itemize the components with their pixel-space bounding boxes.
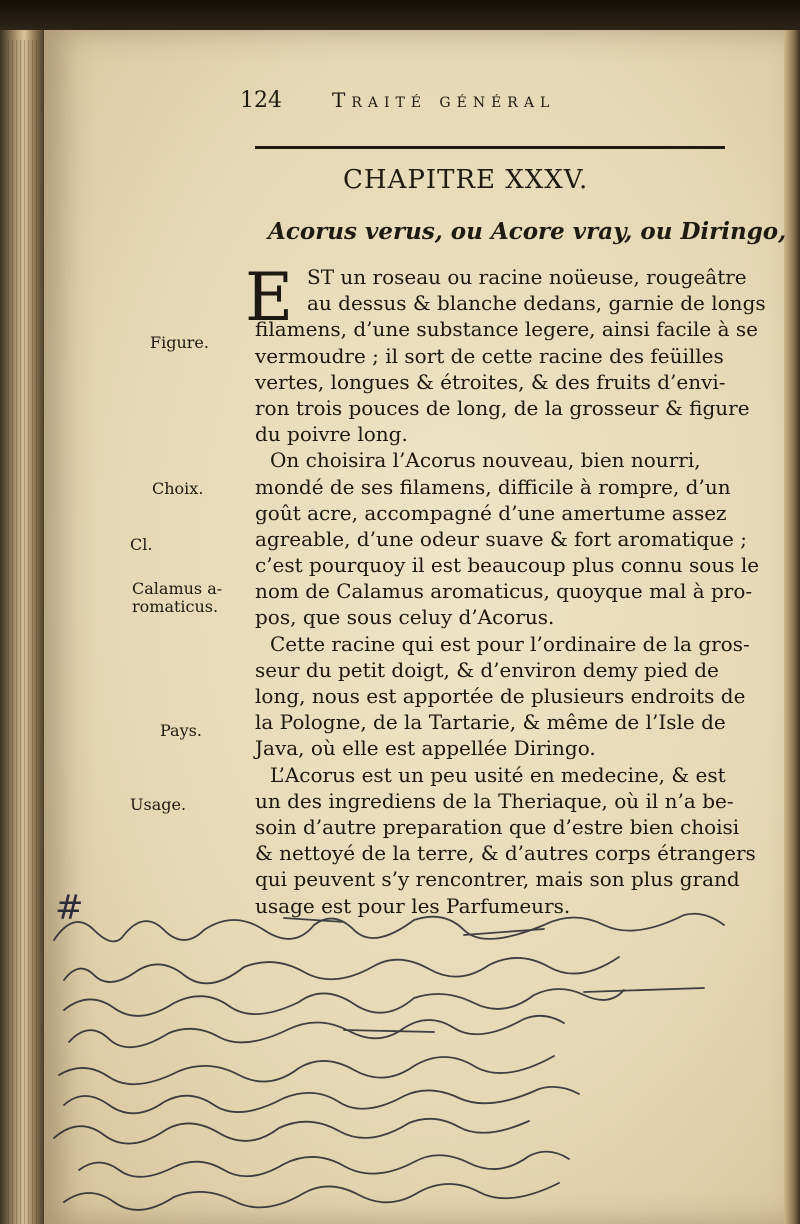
drop-capital: E [245,259,294,336]
running-head [240,88,640,124]
text-line: pos, que sous celuy d’Acorus. [255,605,555,630]
text-line: un des ingrediens de la Theriaque, où il n’a be- [255,788,734,813]
margin-note-cl: Cl. [130,535,153,554]
body-text [245,259,766,919]
text-line: filamens, d’une substance legere, ainsi facile à se [255,317,758,342]
text-line: nom de Calamus aromaticus, quoyque mal à pro- [255,579,753,604]
margin-note-pays: Pays. [160,721,202,740]
margin-note-usage: Usage. [130,795,187,814]
margin-note-calamus-2: romaticus. [132,597,219,616]
text-line: L’Acorus est un peu usité en medecine, & est [270,762,726,787]
text-line: du poivre long. [255,422,408,447]
book-right-edge [784,30,800,1224]
text-line: long, nous est apportée de plusieurs endroits de [255,684,746,708]
page-number: 124 [240,88,282,113]
text-line: vertes, longues & étroites, & des fruits d’envi- [255,369,726,394]
text-line: seur du petit doigt, & d’environ demy pied de [255,657,719,682]
chapter-subtitle: Acorus verus, ou Acore vray, ou Diringo, [268,218,787,245]
margin-note-figure: Figure. [150,333,209,352]
header-rule [255,146,725,149]
text-line: Java, où elle est appellée Diringo. [255,736,596,761]
text-line: c’est pourquoy il est beaucoup plus connu sous le [255,553,760,578]
chapter-title: CHAPITRE XXXV. [343,165,589,195]
text-line: ron trois pouces de long, de la grosseur & figure [255,395,750,420]
manuscript-hash-mark: # [55,888,84,928]
text-line: Cette racine qui est pour l’ordinaire de la gros- [270,631,750,656]
text-line: & nettoyé de la terre, & d’autres corps étrangers [255,841,756,866]
text-line: vermoudre ; il sort de cette racine des feüilles [255,343,724,368]
text-line: soin d’autre preparation que d’estre bien choisi [255,814,740,839]
text-line: goût acre, accompagné d’une amertume assez [255,500,727,525]
text-line: mondé de ses filamens, difficile à rompre, d’un [255,474,731,499]
margin-note-calamus-1: Calamus a- [132,579,223,598]
margin-note-choix: Choix. [152,479,204,498]
text-line: On choisira l’Acorus nouveau, bien nourri, [270,448,701,473]
page-edges [8,40,38,1224]
running-title: Traité général [332,88,556,112]
text-line: usage est pour les Parfumeurs. [255,893,571,918]
text-line: la Pologne, de la Tartarie, & même de l’Isle de [255,710,726,735]
text-line: au dessus & blanche dedans, garnie de longs [307,291,766,316]
handwritten-annotation [44,880,784,1224]
text-line: agreable, d’une odeur suave & fort aromatique ; [255,526,747,551]
text-line: qui peuvent s’y rencontrer, mais son plus grand [255,867,740,892]
book-top-edge [0,0,800,32]
text-line: ST un roseau ou racine noüeuse, rougeâtre [307,265,747,289]
